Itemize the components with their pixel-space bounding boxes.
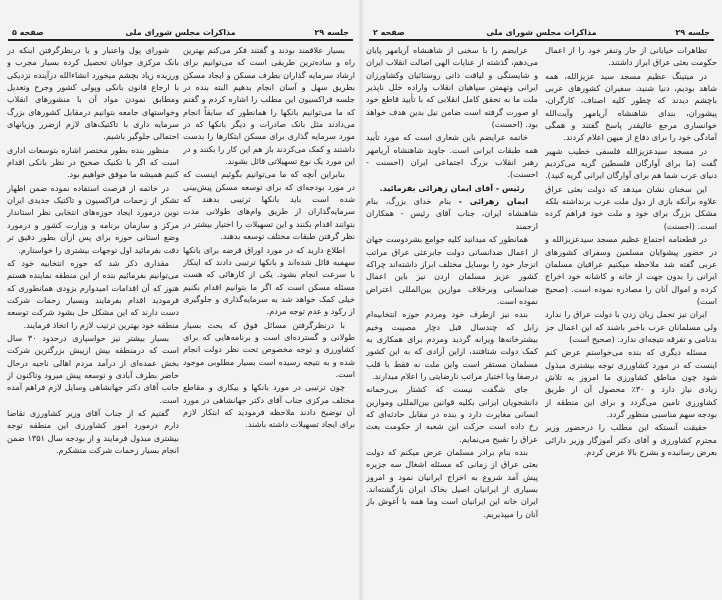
paragraph-text: همانطور که میدانید کلیه جوامع بشردوست جهان از اعمال ضدانسانی دولت جابرعثی عراق مراتب انزجار خود را بوسایل مختلف ابراز داشته‌اند چراکه کشور عزیز مسلمان اردن نیز باین اعمال ضدانسانی وبرخلاف موازین بین‌المللی اعتراض نموده است. (366, 234, 538, 306)
text-column (545, 44, 717, 596)
paragraph (545, 346, 717, 420)
paragraph-text: این سخنان نشان میدهد که دولت بعثی عراق علاوه برآنکه بازی از دول ملت عرب برنداشته بلکه مشکل بزرگ برای خود و ملت خود فراهم کرده است. (احسنت) (545, 183, 717, 231)
paragraph (7, 144, 179, 181)
paragraph (545, 44, 717, 69)
paragraph (7, 182, 179, 256)
session-number: جلسه ۲۹ (675, 28, 710, 37)
paragraph-text: در میتینگ عظیم مسجد سید عزیزالله، همه شاهد بودیم، دنیا شنید، سفیران کشورهای عربی باچشم دیدند که چطور کلیه اصناف، کارگران، پیشوران، بندای شاهنشاه آریامهر وآیت‌الله خوانساری مرجع عالیقدر پاسخ گفتند و همگی آمادگی خود را برای دفاع از میهن اعلام کردند. (545, 70, 717, 143)
paragraph (366, 131, 538, 180)
paragraph (7, 257, 179, 331)
paragraph (183, 381, 355, 430)
text-column (366, 44, 538, 596)
paragraph-text: بسیار علاقمند بودند و گفتند فکر می‌کنم بهترین راه و ساده‌ترین طریقی است که می‌توانیم برای ارشاد سرمایه گذاران بطرف مسکن و ایجاد مسکن بطریق سهل و آسان انجام بدهیم البته بنده در جلسه فراکسیون این مطلب را اشاره کردم و گفتم که ما می‌توانیم بانکها را همانطور که سابقاً انجام می‌دادند مثل بانک صادرات و دیگر بانکها که در مورد سرمایه گذاری برای مسکن ابتکارها را بدست داشتند و کمک می‌کردند باز هم این کار را بکنند و در این مورد یک نوع تسهیلاتی قائل بشوند. (183, 45, 355, 167)
paragraph-text: بنابراین آنچه که ما می‌توانیم بگوئیم اینست که در مورد بودجه‌ای که برای توسعه مسکن پیش‌بینی شده است باید بانکها ترتیبی بدهند که سرمایه‌گذاران از طریق وام‌های طولانی مدت بتوانند اقدام بکنند و این تسهیلات را اختیار بیشتر در نظر گرفتن طبقات مختلف توسعه بدهند. (183, 169, 355, 242)
paragraph (7, 407, 179, 456)
paragraph (183, 168, 355, 242)
paragraph (183, 319, 355, 381)
paragraph-text: رئیس - آقای ایمان زهرائی بفرمائید. (379, 182, 525, 193)
paragraph-text: حقیقت آنستکه این مطلب را درحضور وزیر محترم کشاورزی و آقای دکتر آموزگار وزیر دارائی بعرض رسانیده و بشرح بالا عرض کردم. (545, 422, 717, 457)
text-column (7, 44, 179, 596)
paragraph (366, 446, 538, 520)
text-column (183, 44, 355, 596)
session-number: جلسه ۲۹ (314, 28, 349, 37)
paragraph-text: اطلاع دارید که در مورد اوراق قرضه برای بانکها سهمیه قائل شده‌اند و بانکها ترتیبی دادند که اینکار با سرعت انجام بشود. یکی از کارهائی که هست مسئله مسکن است که اگر ما بتوانیم اقدام بکنیم خیلی کمک خواهد شد به سرمایه‌گذاری و جلوگیری از رکود و عدم توجه مردم. (183, 244, 355, 317)
paragraph-text: در قطعنامه اجتماع عظیم مسجد سیدعزیزالله و در حضور پیشوایان مسلمین وسفرای کشورهای عربی گفته شد ملاحظه میکنیم عراقیان مسلمان ایرانی را بدون جهت از خانه و کاشانه خود اخراج کرده و اموال آنان را مصادره نموده است. (صحیح است) (545, 234, 717, 306)
paragraph (366, 182, 538, 194)
paragraph (7, 332, 179, 406)
paragraph (545, 183, 717, 232)
paragraph-text: ایران نیز تحمل زبان زدن با دولت عراق را ندارد ولی مسلمانان عرب باخبر باشند که این اعمال جز بدنامی و تفرقه نتیجه‌ای ندارد. (صحیح است) (545, 309, 717, 344)
paragraph-text: در مسجد سیدعزیزالله فلسفی خطیب شهیر گفت (ما برای آوارگان فلسطین گریه می‌کردیم دنیای عرب شما هم برای آوارگان ایرانی گریه کنید). (545, 145, 717, 181)
paragraph-text: تظاهرات خیابانی از جار وتنفر خود را از اعمال حکومت بعثی عراق ابراز داشتند. (545, 45, 717, 68)
paragraph-text: بنده بنام برادر مسلمان عرض میکنم که دولت بعثی عراق از زمانی که مسئله اشغال سه جزیره پیش آمد شروع به اخراج ایرانیان نمود و امروز بسیاری از ایرانیان اصیل بخاک ایران بازگشته‌اند. ایران خانه این ایرانیان است وما همه با آغوش باز آنان را میپذیریم. (366, 447, 538, 519)
paragraph (366, 383, 538, 445)
speaker-name: ایمان زهرائی - (458, 196, 528, 207)
paragraph-text: خاتمه عرایضم باین شعاری است که مورد تأیید همه طبقات ایرانی است. جاوید شاهنشاه آریامهر رهبر انقلاب بزرگ اجتماعی ایران (احسنت - احسنت). (366, 132, 538, 180)
paragraph (7, 44, 179, 143)
paragraph (366, 233, 538, 307)
paragraph-text: بنام خدای بزرگ، بنام شاهنشاه ایران، جناب آقای رئیس - همکاران ارجمند (366, 196, 538, 231)
paragraph (545, 145, 717, 182)
page-header (8, 27, 353, 41)
running-title: مذاکرات مجلس شورای ملی (125, 28, 236, 37)
paragraph (183, 44, 355, 167)
paragraph (545, 70, 717, 144)
paragraph (183, 244, 355, 318)
paragraph (366, 44, 538, 130)
paragraph-text: عرایضم را با سخنی از شاهنشاه آریامهر پایان می‌دهم، گذشته از عنایات الهی اصالت انقلاب ایران و شایستگی و لیاقت ذاتی روستائیان وکشاورزان ایرانی وتهمتن سپاهیان انقلاب واراده خلل ناپذیر ملت ما به تحقق کامل انقلابی که با تأیید قاطع خود او صورت گرفته است ضامن نیل بدین هدف خواهد بود. (احسنت) (366, 45, 538, 130)
right-page (361, 0, 722, 600)
paragraph (545, 308, 717, 345)
paragraph (545, 421, 717, 458)
paragraph-text: منظور بنده بطور مختصر اشاره بتوسعات اداری است که اگر با تکنیک صحیح در نظر بانکی اقدام کنیم همیشه ما موفق خواهیم بود. (7, 144, 179, 180)
page-number: صفحه ۲ (373, 28, 405, 37)
paragraph-text: بنده نیز ازطرف خود ومردم حوزه انتخابیه‌ام زابل که چندسال قبل دچار مصیبت وخیم بیشترخانه‌ها ویرانه گردید ومردم برای همکاری به کمک دولت شتافتند، ازاین آزادی که به این کشور مسلمان مستقر است واین ملت نه فقط با قلب درصفا وبا اختیار مراتب نارضایتی را اعلام میدارند. (366, 309, 538, 381)
paragraph-text: شورای پول واعتبار و یا درنظرگرفتن اینکه در بانک مرکزی جوانان تحصیل کرده بسیار مجرب و ورزیده زیاد بچشم میخورد انشاءالله درآینده نزدیکی با ارجاع قانون بانکی وپولی کشور وجرح وتعدیل ومطابق نمودن مواد آن با منشورهای انقلاب وخواستهای جامعه بتوانیم درمقابل کشورهای بزرگ سرمایه داری با تاکتیک‌های لازم ازضرر وزیانهای احتمالی جلوگیر باشیم. (7, 45, 179, 142)
paragraph-text: مسئله دیگری که بنده می‌خواستم عرض کنم اینست که در مورد کشاورزی توجه بیشتری مبذول شود چون مناطق کشاورزی ما امروز به تلاش زیادی نیاز دارد و ۳۰٪ محصول آن از طریق کشاورزی تامین می‌گردد و برای این منطقه از بودجه سهم مناسبی منظور گردد. (545, 347, 717, 419)
paragraph-text: بسیار بیشتر نیز حواسپاری درحدود ۳۰ سال است که درمنطقه بیش ازپیش بزرگترین شرکت بخش عمده‌ای از درآمد مردم اهالی ناحیه درحال حاضر بطرف آبادی و توسعه پیش میرود وتاکنون از جانب آقای دکتر جهانشاهی وسایل لازم فراهم آمده است. (7, 332, 179, 405)
paragraph-text: با درنظرگرفتن مسائل فوق که بحث بسیار طولانی و گسترده‌ای است و برنامه‌هایی که برای کشاورزی و توجه مخصوص تحت نظر دولت انجام شده و به نتیجه رسیده است بسیار مطلوبی موجود است. (183, 319, 355, 379)
paragraph-text: چون ترتیبی در مورد بانکها و بیکاری و مقاطع مختلف مرکزی جناب آقای دکتر جهانشاهی در مورد آن توضیح دادند ملاحظه فرمودید که ابتکار لازم برای ایجاد تسهیلات داشته باشند. (183, 382, 355, 430)
paragraph-text: مقداری ذکر شد که حوزه انتخابیه خود که می‌توانیم بفرمائیم بنده از این منطقه نماینده هستم هنوز که آن اقدامات امیدوارم بزودی همانطوری که فرمودید اقدام بفرمایند وبسیار زحمات شرکت دست دارند که این مشکل حل بشود شرکت توسعه منطقه خود بهترین ترتیب لازم را اتخاذ فرمایند. (7, 257, 179, 330)
paragraph (545, 233, 717, 307)
paragraph-text: جای شگفت نیست که کشتار بی‌رحمانه دانشجویان ایرانی بکلیه قوانین بین‌المللی وموازین انسانی مغایرت دارد و بنده در مقابل حادثه‌ای که رخ داده است حرکت این شعبه از حکومت بعث عراق را تقبیح می‌نمایم. (366, 384, 538, 444)
paragraph (366, 308, 538, 382)
paragraph-text: گفتیم که از جناب آقای وزیر کشاورزی تقاضا دارم درمورد امور کشاورزی این منطقه توجه بیشتری مبذول فرمایند و از بودجه سال ۱۳۵۱ ضمن انجام بسیار زحمات شرکت متشکرم. (7, 407, 179, 455)
paragraph-text: در خاتمه از فرصت استفاده نموده ضمن اظهار تشکر از زحمات فراکسیون و تاکتیک جدیدی ایران نوین درمورد ایجاد حوزه‌های انتخابی نظر استاندار مرکز و سازمان برنامه و وزارت کشور و درمورد وضع استانی حوزه برای پس ازآن بطور دقیق تر دقت بفرمائید اول توجهات بیشتری را خواستارم. (7, 182, 179, 255)
running-title: مذاکرات مجلس شورای ملی (486, 28, 597, 37)
page-number: صفحه ۵ (12, 28, 44, 37)
paragraph (366, 195, 538, 232)
page-header (369, 27, 714, 41)
